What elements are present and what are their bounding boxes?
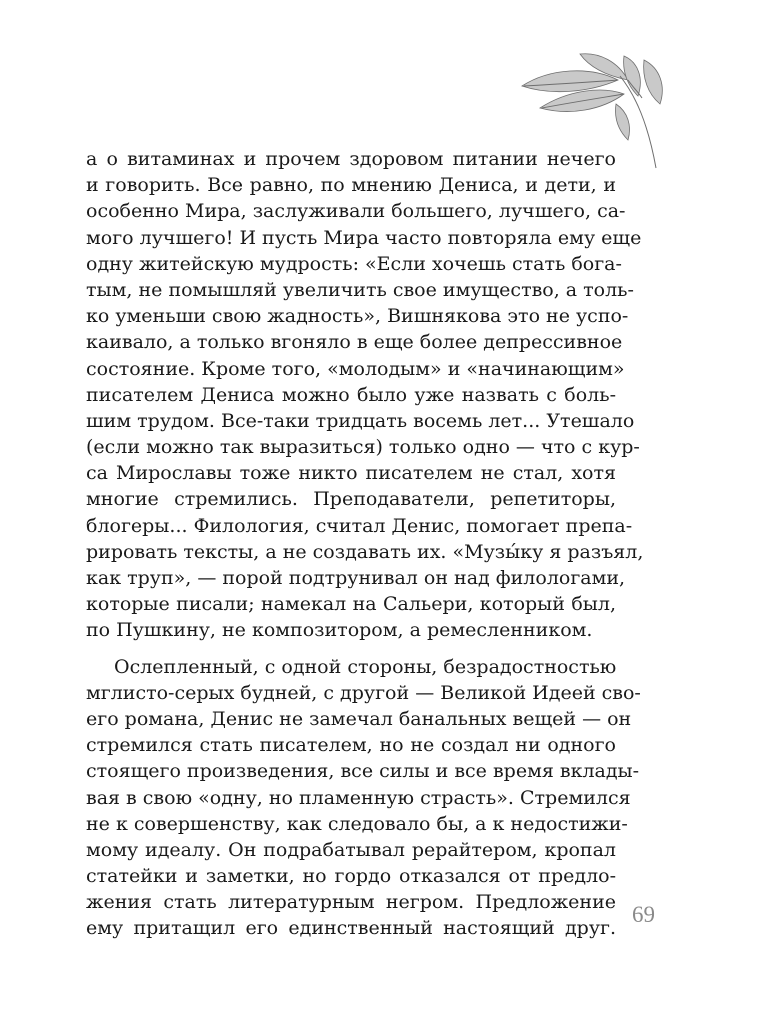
text-line: по Пушкину, не композитором, а ремесленником. — [86, 619, 593, 642]
paragraph — [86, 146, 644, 644]
text-line: писателем Дениса можно было уже назвать с боль- — [86, 383, 616, 406]
text-line: Ослепленный, с одной стороны, безрадостностью — [114, 655, 617, 678]
text-line: каивало, а только вгоняло в еще более депрессивное — [86, 331, 623, 354]
text-line: которые писали; намекал на Сальери, который был, — [86, 593, 616, 616]
text-line: вая в свою «одну, но пламенную страсть». Стремился — [86, 786, 631, 809]
text-line: и говорить. Все равно, по мнению Дениса, и дети, и — [86, 174, 616, 197]
text-line: состояние. Кроме того, «молодым» и «начинающим» — [86, 357, 625, 380]
page-number: 69 — [632, 902, 655, 927]
paragraph-gap — [86, 644, 616, 654]
text-line: особенно Мира, заслуживали большего, лучшего, са- — [86, 200, 626, 223]
text-line: статейки и заметки, но гордо отказался от предло- — [86, 865, 616, 888]
text-line: мглисто-серых будней, с другой — Великой Идеей сво- — [86, 681, 641, 704]
text-line: его романа, Денис не замечал банальных вещей — он — [86, 707, 632, 730]
paragraph — [86, 654, 641, 942]
text-line: мому идеалу. Он подрабатывал рерайтером, кропал — [86, 838, 616, 861]
text-line: как труп», — порой подтрунивал он над филологами, — [86, 567, 626, 589]
text-line: рировать тексты, а не создавать их. «Музы́ку я разъял, — [86, 540, 644, 563]
text-line: мого лучшего! И пусть Мира часто повторяла ему еще — [86, 226, 642, 249]
text-line: ко уменьши свою жадность», Вишнякова это не успо- — [86, 305, 629, 328]
text-line: а о витаминах и прочем здоровом питании нечего — [86, 148, 616, 170]
text-line: жения стать литературным негром. Предложение — [86, 891, 616, 914]
text-line: не к совершенству, как следовало бы, а к недостижи- — [86, 812, 628, 835]
text-line: одну житейскую мудрость: «Если хочешь стать бога- — [86, 252, 622, 275]
text-line: стремился стать писателем, но не создал ни одного — [86, 734, 616, 757]
text-line: шим трудом. Все-таки тридцать восемь лет... Утешало — [86, 409, 635, 432]
text-line: (если можно так выразиться) только одно — что с кур- — [86, 436, 640, 459]
text-line: блогеры... Филология, считал Денис, помогает препа- — [86, 514, 633, 537]
text-line: многие стремились. Преподаватели, репетиторы, — [86, 488, 616, 511]
text-line: ему притащил его единственный настоящий друг. — [86, 917, 616, 940]
text-line: са Мирославы тоже никто писателем не стал, хотя — [86, 462, 616, 485]
text-line: тым, не помышляй увеличить свое имущество, а толь- — [86, 278, 634, 301]
text-line: стоящего произведения, все силы и все время вклады- — [86, 760, 640, 783]
